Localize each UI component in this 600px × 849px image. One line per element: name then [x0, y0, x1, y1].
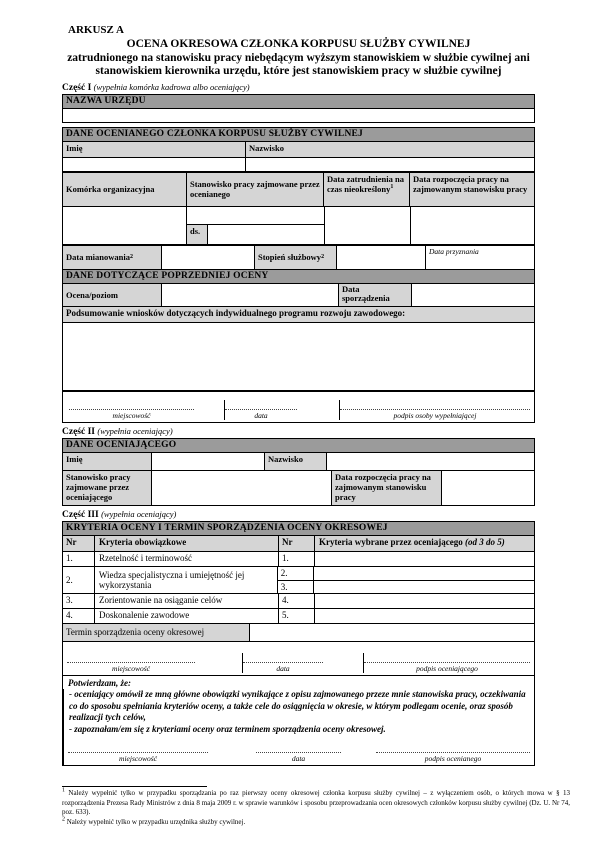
- col-header-nr1: Nr: [63, 536, 94, 551]
- bar-nazwa-urzedu: NAZWA URZĘDU: [63, 95, 534, 109]
- signature-line[interactable]: [68, 743, 208, 753]
- sig-label-podpis: podpis oceniającego: [416, 663, 478, 673]
- field-wybrane-2[interactable]: [314, 567, 534, 580]
- sig-label-podpis: podpis osoby wypełniającej: [393, 410, 477, 420]
- col-header-obowiazkowe: Kryteria obowiązkowe: [94, 536, 278, 551]
- field-nazwisko-oceniajacego[interactable]: [326, 453, 534, 470]
- field-data-zatrudnienia[interactable]: [324, 207, 410, 244]
- section-nazwa-urzedu: [62, 94, 535, 123]
- signature-line[interactable]: [376, 743, 530, 753]
- label-stopien-sluzbowy-text: Stopień służbowy: [258, 252, 322, 262]
- confirmation-signature-strip: [63, 735, 534, 765]
- bar-kryteria: KRYTERIA OCENY I TERMIN SPORZĄDZENIA OCENY OKRESOWEJ: [63, 522, 534, 536]
- part3-signature-strip: [63, 641, 534, 675]
- label-komorka-organizacyjna: Komórka organizacyjna: [63, 173, 186, 206]
- confirmation-block: [63, 675, 534, 766]
- kryterium-nr: 1.: [66, 552, 73, 563]
- part2-heading: [62, 426, 535, 437]
- field-wybrane-1[interactable]: [314, 552, 534, 566]
- part1-signature-strip: [63, 390, 534, 422]
- label-data-rozpoczecia-oceniajacego: Data rozpoczęcia pracy na zajmowanym stanowisku pracy: [331, 471, 441, 505]
- part1-label: Część I: [62, 82, 92, 93]
- sig-miejscowosc-part1[interactable]: [69, 400, 194, 420]
- col-header-wybrane-note: (od 3 do 5): [464, 536, 505, 547]
- sig-data-part3[interactable]: [242, 653, 323, 673]
- field-data-rozpoczecia-ocenianego[interactable]: [410, 207, 534, 244]
- kryterium-nr: 3.: [66, 594, 73, 605]
- signature-line[interactable]: [256, 743, 341, 753]
- form-title-line1: OCENA OKRESOWA CZŁONKA KORPUSU SŁUŻBY CYWILNEJ: [126, 38, 471, 50]
- kryterium-nr: 2.: [66, 574, 73, 585]
- label-data-przyznania: Data przyznania: [429, 246, 479, 256]
- label-imie-ocenianego: Imię: [63, 142, 245, 157]
- footnote-separator: [62, 786, 207, 787]
- signature-line[interactable]: [340, 400, 530, 410]
- footnote-1-text: Należy wypełnić tylko w przypadku sporządzania po raz pierwszy oceny okresowej członka korpusu służby cywilnej – z wyłączeniem osób, o których mowa w § 13 rozporządzenia Prezesa Rady Ministrów z dnia 8 maja 2009 r. w sprawie warunków i sposobu przeprowadzania ocen okresowych członków korpusu służby cywilnej (Dz. U. Nr 74, poz. 633).: [62, 789, 570, 816]
- part3-note: (wypełnia oceniający): [101, 508, 177, 519]
- field-podsumowanie[interactable]: [63, 323, 534, 390]
- section-kryteria: [62, 521, 535, 767]
- kryterium-text: Doskonalenie zawodowe: [94, 609, 278, 623]
- part2-label: Część II: [62, 426, 95, 437]
- label-data-mianowania: Data mianowania 2: [63, 246, 161, 269]
- wybrane-split-cell: [277, 567, 534, 593]
- label-data-zatrudnienia: [323, 173, 409, 206]
- part2-note: (wypełnia oceniający): [97, 425, 173, 436]
- field-ocena-poziom[interactable]: [161, 284, 338, 306]
- col-header-nr2: Nr: [278, 536, 314, 551]
- bar-dane-oceniajacego: DANE OCENIAJĄCEGO: [63, 439, 534, 453]
- sig-miejscowosc-part3[interactable]: [67, 653, 195, 673]
- field-data-rozpoczecia-oceniajacego[interactable]: [441, 471, 534, 505]
- label-nazwisko-ocenianego: Nazwisko: [245, 142, 534, 157]
- footnote-1-sup: 1: [62, 787, 65, 794]
- kryterium-nr: 4.: [66, 609, 73, 620]
- signature-line[interactable]: [69, 400, 194, 410]
- form-title-line3: stanowiskiem kierownika urzędu, które jest stanowiskiem pracy w służbie cywilnej: [95, 65, 502, 77]
- field-nazwa-urzedu[interactable]: [63, 109, 534, 122]
- field-data-przyznania[interactable]: [425, 246, 534, 269]
- signature-line[interactable]: [225, 400, 297, 410]
- part1-note: (wypełnia komórka kadrowa albo oceniający): [93, 81, 250, 92]
- sig-label-miejscowosc: miejscowość: [112, 663, 150, 673]
- part1-heading: [62, 82, 535, 93]
- field-stanowisko-ocenianego[interactable]: [187, 207, 324, 225]
- footnote-2: [62, 818, 570, 828]
- sig-label-data: data: [291, 754, 306, 763]
- label-nazwisko-oceniajacego: Nazwisko: [264, 453, 326, 470]
- wybrane-nr: 1.: [278, 552, 314, 566]
- signature-line[interactable]: [243, 653, 323, 663]
- form-sheet: [62, 24, 535, 766]
- field-imie-oceniajacego[interactable]: [151, 453, 264, 470]
- label-data-rozpoczecia-ocenianego: Data rozpoczęcia pracy na zajmowanym stanowisku pracy: [409, 173, 534, 206]
- sig-label-miejscowosc: miejscowość: [112, 410, 151, 420]
- field-komorka-organizacyjna[interactable]: [63, 207, 186, 244]
- wybrane-nr: 5.: [278, 609, 314, 623]
- signature-line[interactable]: [364, 653, 530, 663]
- wybrane-nr: 3.: [278, 581, 314, 593]
- field-termin-oceny[interactable]: [249, 624, 534, 641]
- confirmation-intro: Potwierdzam, że:: [68, 677, 131, 688]
- label-podsumowanie: Podsumowanie wniosków dotyczących indywidualnego programu rozwoju zawodowego:: [63, 307, 534, 322]
- cell-stanowisko-ocenianego: [186, 207, 324, 244]
- wybrane-nr: 4.: [278, 594, 314, 608]
- field-wybrane-3[interactable]: [314, 581, 534, 593]
- sig-podpis-ocenianego[interactable]: [376, 743, 530, 763]
- field-wybrane-4[interactable]: [314, 594, 534, 608]
- bar-dane-ocenianego: DANE OCENIANEGO CZŁONKA KORPUSU SŁUŻBY CYWILNEJ: [63, 128, 534, 142]
- label-data-mianowania-text: Data mianowania: [66, 252, 130, 262]
- section-dane-ocenianego: [62, 127, 535, 423]
- footnote-2-text: Należy wypełnić tylko w przypadku urzędnika służby cywilnej.: [65, 817, 246, 826]
- label-stanowisko-ocenianego: Stanowisko pracy zajmowane przez ocenianego: [186, 173, 323, 206]
- field-data-mianowania[interactable]: [161, 246, 254, 269]
- footnote-1: [62, 789, 570, 818]
- sig-data-confirm[interactable]: [256, 743, 341, 763]
- confirmation-item-1: - oceniający omówił ze mną główne obowiązki wynikające z opisu zajmowanego przeze mnie stanowiska pracy, oczekiwania co do sposobu spełniania kryteriów oceny, a także cele do osiągnięcia w okresie, w którym podlegam ocenie, oraz sposób realizacji tych celów,: [63, 689, 534, 724]
- field-data-sporzadzenia[interactable]: [411, 284, 534, 306]
- wybrane-nr: 2.: [278, 567, 314, 580]
- col-header-wybrane: [314, 536, 534, 551]
- field-ds[interactable]: [208, 225, 324, 244]
- label-imie-oceniajacego: Imię: [63, 453, 151, 470]
- label-data-zatrudnienia-text: Data zatrudnienia na czas nieokreślony: [327, 173, 404, 194]
- kryterium-text: Rzetelność i terminowość: [94, 552, 278, 566]
- footnotes: [62, 786, 570, 827]
- form-title-line2: zatrudnionego na stanowisku pracy niebędącym wyższym stanowiskiem w służbie cywilnej ani: [67, 51, 530, 64]
- field-wybrane-5[interactable]: [314, 609, 534, 623]
- label-ocena-poziom: Ocena/poziom: [63, 284, 161, 306]
- kryterium-text: Zorientowanie na osiąganie celów: [94, 594, 278, 608]
- sig-podpis-wypelniajacego[interactable]: [339, 400, 530, 420]
- kryterium-text: Wiedza specjalistyczna i umiejętność jej wykorzystania: [94, 567, 277, 593]
- sig-label-miejscowosc: miejscowość: [119, 754, 157, 763]
- form-title: [62, 38, 535, 79]
- part3-heading: [62, 509, 535, 520]
- form-code: ARKUSZ A: [68, 24, 124, 36]
- field-imie-ocenianego[interactable]: [63, 158, 245, 171]
- section-dane-oceniajacego: [62, 438, 535, 506]
- sig-label-data: data: [254, 410, 268, 420]
- label-stopien-sluzbowy: Stopień służbowy 2: [254, 246, 336, 269]
- label-data-sporzadzenia: Data sporządzenia: [338, 284, 411, 306]
- field-stopien-sluzbowy[interactable]: [336, 246, 425, 269]
- field-nazwisko-ocenianego[interactable]: [245, 158, 534, 171]
- col-header-wybrane-text: Kryteria wybrane przez oceniającego: [319, 536, 463, 547]
- bar-poprzednia-ocena: DANE DOTYCZĄCE POPRZEDNIEJ OCENY: [63, 269, 534, 284]
- label-stanowisko-oceniajacego: Stanowisko pracy zajmowane przez oceniającego: [63, 471, 151, 505]
- sig-miejscowosc-confirm[interactable]: [68, 743, 208, 763]
- label-ds: ds.: [187, 225, 208, 244]
- footnote-2-sup: 2: [62, 816, 65, 823]
- sig-podpis-oceniajacego[interactable]: [363, 653, 530, 673]
- confirmation-item-2: - zapoznałam/em się z kryteriami oceny oraz terminem sporządzenia oceny okresowej.: [63, 724, 534, 736]
- cell-ds: [187, 225, 324, 244]
- signature-line[interactable]: [67, 653, 195, 663]
- label-termin-oceny: Termin sporządzenia oceny okresowej: [63, 624, 249, 641]
- footnote-ref-1: 1: [390, 183, 394, 190]
- field-stanowisko-oceniajacego[interactable]: [151, 471, 331, 505]
- sig-data-part1[interactable]: [224, 400, 297, 420]
- part3-label: Część III: [62, 509, 99, 520]
- sig-label-podpis: podpis ocenianego: [424, 754, 482, 763]
- sig-label-data: data: [276, 663, 290, 673]
